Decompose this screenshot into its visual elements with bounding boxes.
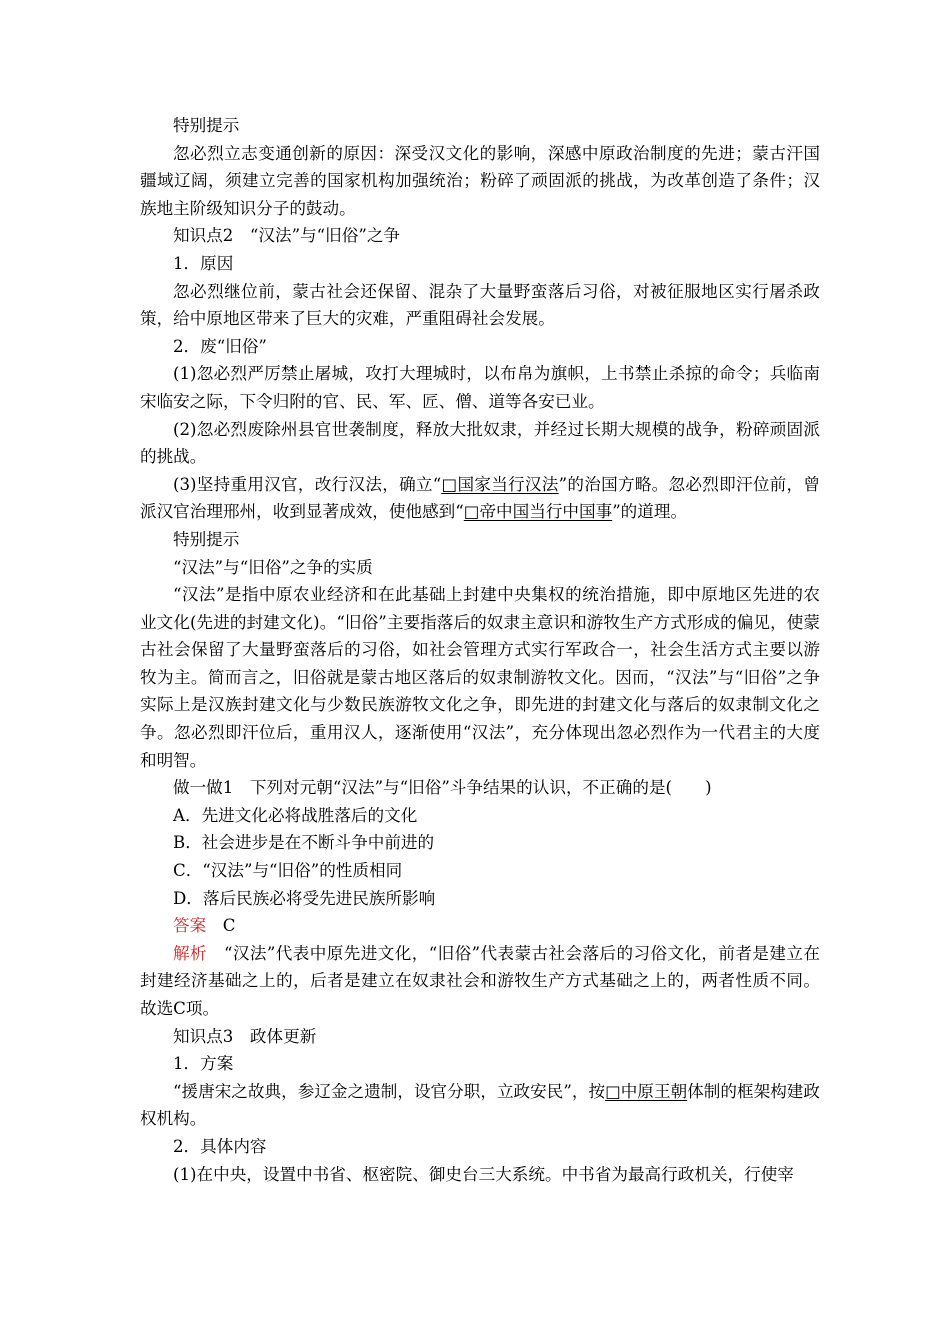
exercise-question: 做一做1 下列对元朝“汉法”与“旧俗”斗争结果的认识，不正确的是( ) xyxy=(173,778,712,798)
document-body xyxy=(140,112,820,1188)
kp2-s2-title: 2．废“旧俗” xyxy=(173,336,267,356)
kp2-item3 xyxy=(140,471,820,526)
kp2-item3-c: ”的道理。 xyxy=(612,502,688,522)
kp2-item3-b: ”的治国方略。忽必烈即汗位前，曾派汉官治理邢州，收到显著成效，使他感到“ xyxy=(140,474,820,522)
kp2-s1-title: 1．原因 xyxy=(173,253,234,273)
exercise-option-d: D．落后民族必将受先进民族所影响 xyxy=(173,888,436,908)
answer-value: C xyxy=(222,916,236,936)
tip1-heading: 特别提示 xyxy=(173,116,240,135)
kp2-item1: (1)忽必烈严厉禁止屠城，攻打大理城时，以布帛为旗帜，上书禁止杀掠的命令；兵临南宋临安之际，下令归附的官、民、军、匠、僧、道等各安已业。 xyxy=(140,364,820,411)
kp2-heading: 知识点2 “汉法”与“旧俗”之争 xyxy=(173,226,401,246)
exercise-analysis xyxy=(140,940,820,1023)
analysis-label: 解析 xyxy=(173,943,207,963)
kp3-s2-title: 2．具体内容 xyxy=(173,1136,267,1156)
kp3-heading: 知识点3 政体更新 xyxy=(173,1026,317,1046)
fill-blank-2: □帝中国当行中国事 xyxy=(463,502,613,522)
tip2-subheading: “汉法”与“旧俗”之争的实质 xyxy=(173,557,373,577)
exercise-option-a: A．先进文化必将战胜落后的文化 xyxy=(173,805,418,825)
exercise-option-b: B．社会进步是在不断斗争中前进的 xyxy=(173,833,435,853)
fill-blank-3: □中原王朝 xyxy=(605,1081,688,1101)
analysis-text: “汉法”代表中原先进文化，“旧俗”代表蒙古社会落后的习俗文化，前者是建立在封建经济基础之上的，后者是建立在奴隶社会和游牧生产方式基础之上的，两者性质不同。故选C项。 xyxy=(140,943,821,1018)
kp3-s1-b: 体制的框架构建政权机构。 xyxy=(140,1081,821,1129)
kp2-item2: (2)忽必烈废除州县官世袭制度，释放大批奴隶，并经过长期大规模的战争，粉碎顽固派的挑战。 xyxy=(140,419,820,467)
kp3-item1: (1)在中央，设置中书省、枢密院、御史台三大系统。中书省为最高行政机关，行使宰 xyxy=(173,1164,794,1184)
kp3-s1-a: “援唐宋之故典，参辽金之遗制，设官分职，立政安民”，按 xyxy=(173,1081,606,1101)
kp3-s1-title: 1．方案 xyxy=(173,1054,234,1074)
answer-label: 答案 xyxy=(173,916,207,936)
tip1-text: 忽必烈立志变通创新的原因：深受汉文化的影响，深感中原政治制度的先进；蒙古汗国疆域辽阔，须建立完善的国家机构加强统治；粉碎了顽固派的挑战，为改革创造了条件；汉族地主阶级知识分子的鼓动。 xyxy=(140,143,820,218)
kp2-s1-text: 忽必烈继位前，蒙古社会还保留、混杂了大量野蛮落后习俗，对被征服地区实行屠杀政策，给中原地区带来了巨大的灾难，严重阻碍社会发展。 xyxy=(140,281,820,329)
exercise-option-c: C．“汉法”与“旧俗”的性质相同 xyxy=(173,861,403,881)
fill-blank-1: □国家当行汉法 xyxy=(441,474,559,494)
exercise-answer xyxy=(140,912,820,940)
tip2-text: “汉法”是指中原农业经济和在此基础上封建中央集权的统治措施，即中原地区先进的农业文化(先进的封建文化)。“旧俗”主要指落后的奴隶主意识和游牧生产方式形成的偏见，使蒙古社会保留了大量野蛮落后的习俗，如社会管理方式实行军政合一，社会生活方式主要以游牧为主。简而言之，旧俗就是蒙古地区落后的奴隶制游牧文化。因而，“汉法”与“旧俗”之争实际上是汉族封建文化与少数民族游牧文化之争，即先进的封建文化与落后的奴隶制文化之争。忽必烈即汗位后，重用汉人，逐渐使用“汉法”，充分体现出忽必烈作为一代君主的大度和明智。 xyxy=(140,585,820,770)
tip2-heading: 特别提示 xyxy=(173,529,240,549)
kp2-item3-a: (3)坚持重用汉官，改行汉法，确立“ xyxy=(173,474,442,494)
kp3-s1-text xyxy=(140,1078,820,1133)
